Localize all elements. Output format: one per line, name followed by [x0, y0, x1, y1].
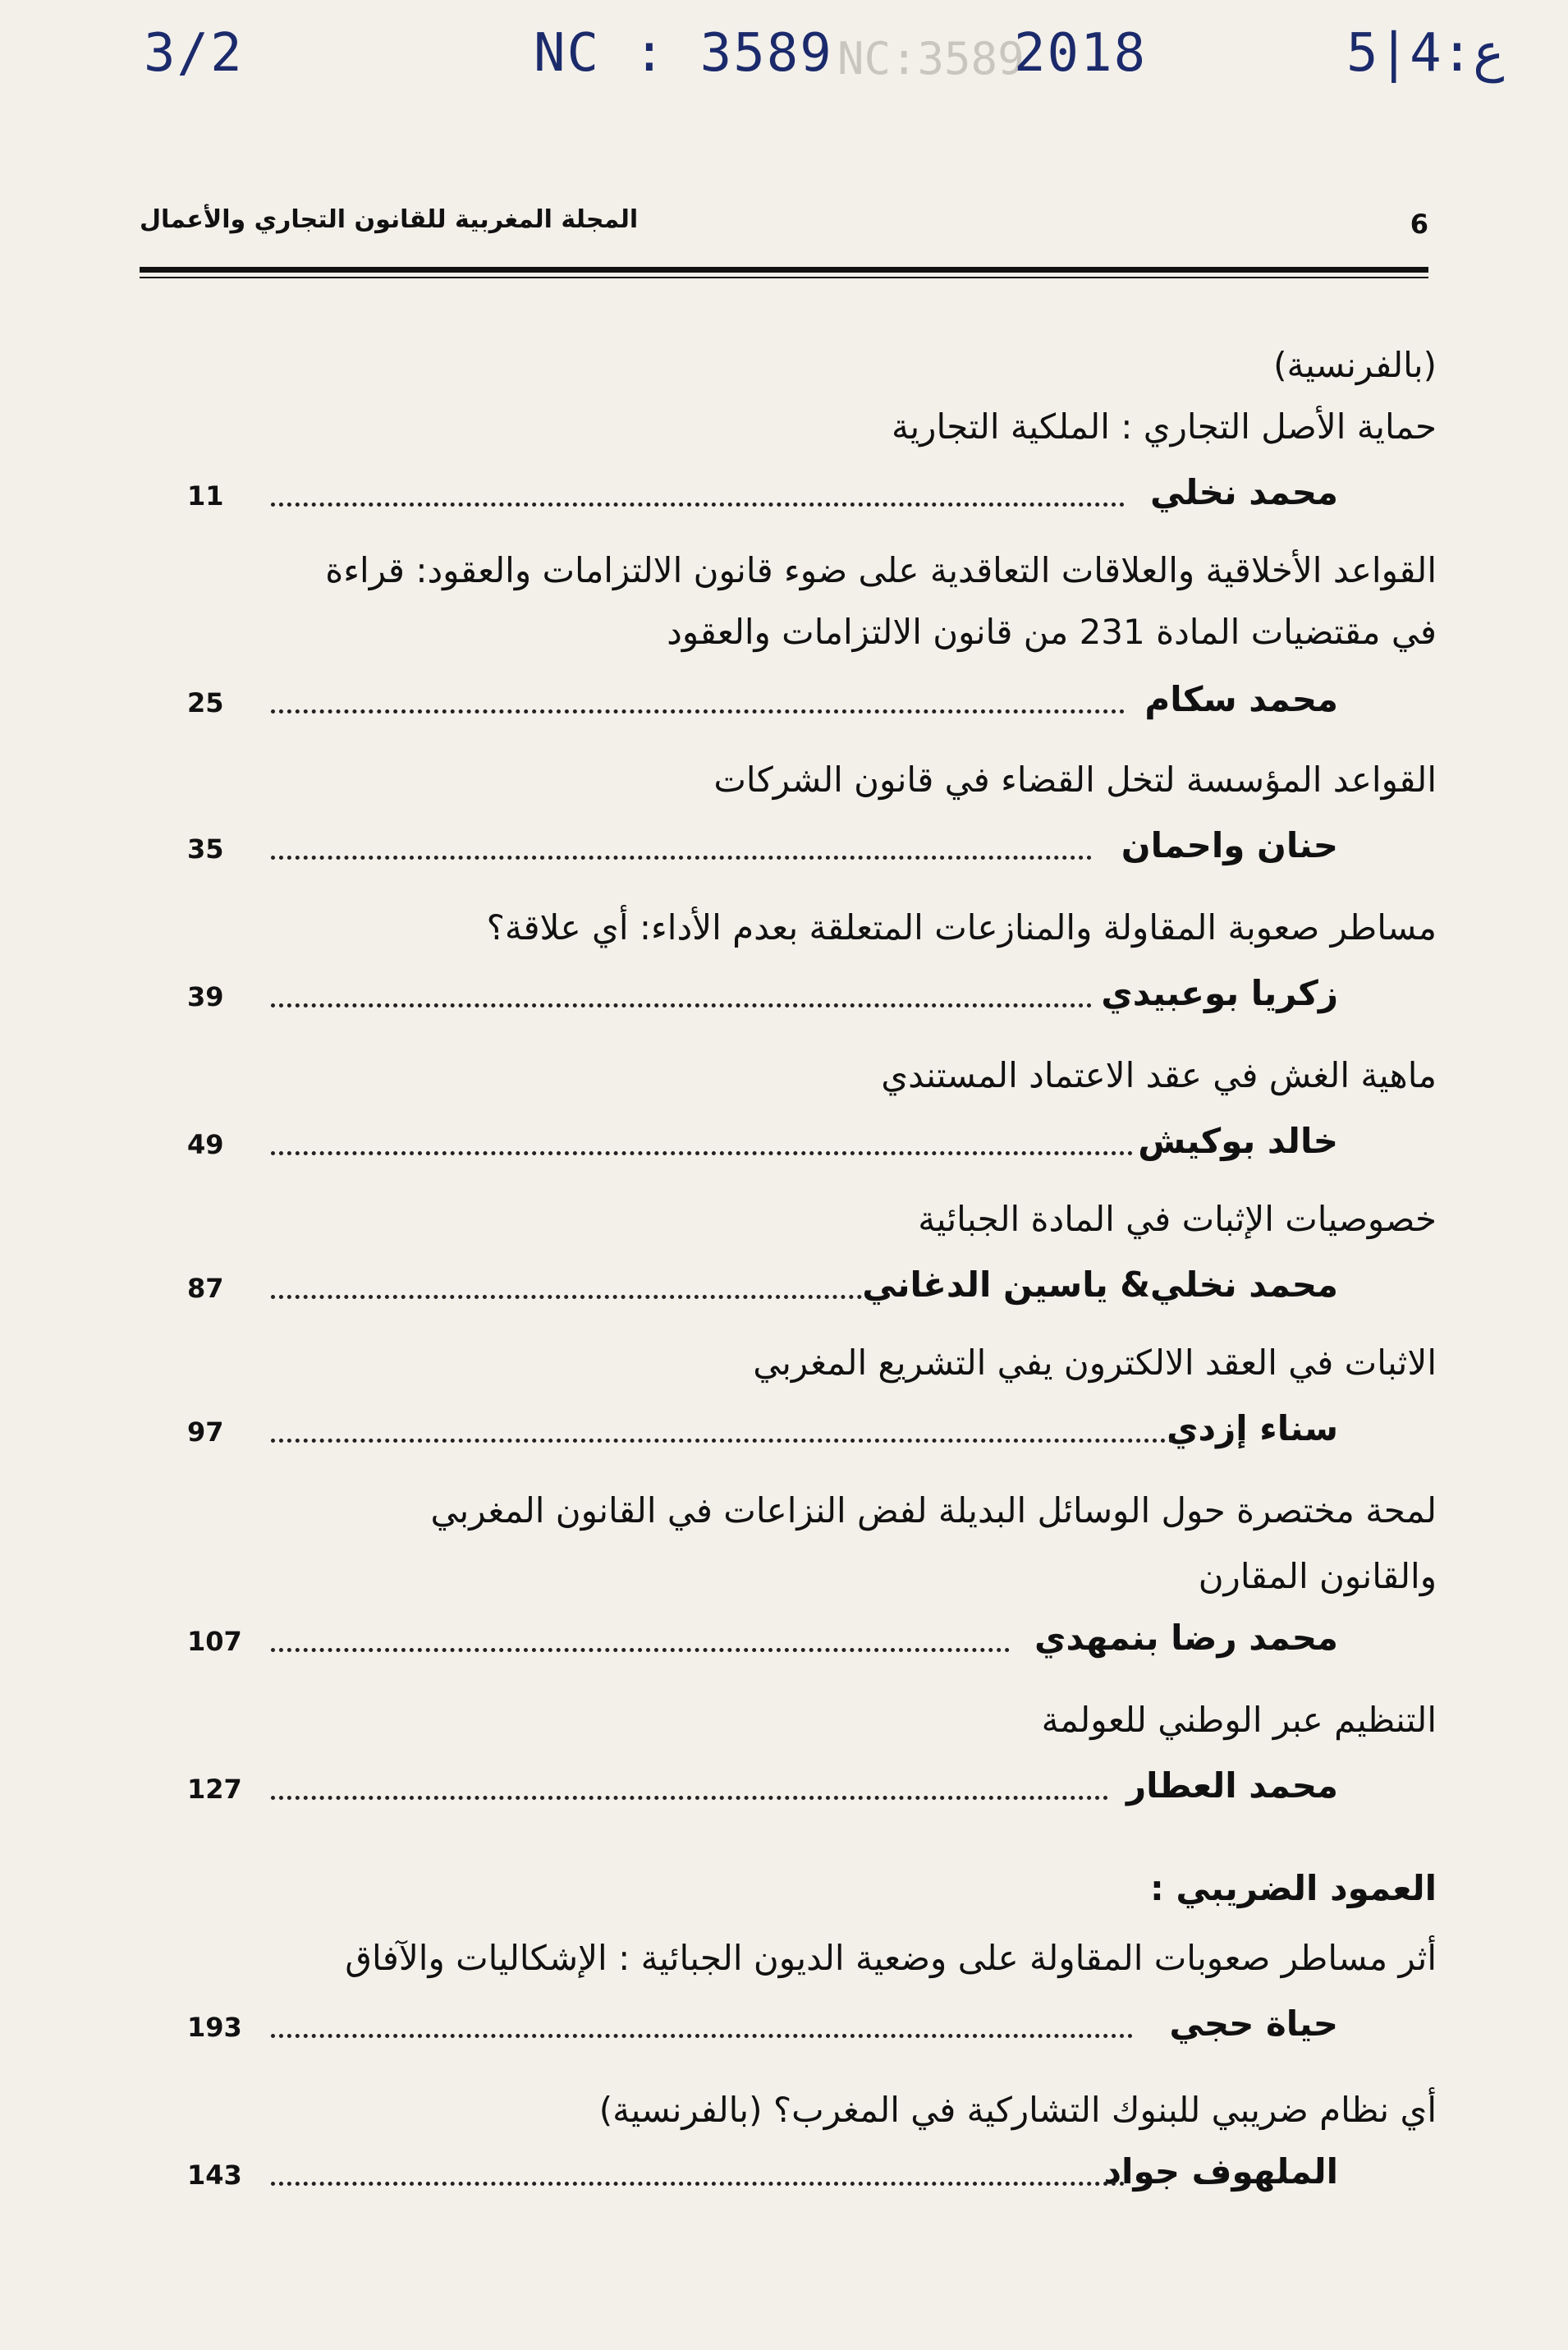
toc-entry-page: 25	[187, 687, 224, 718]
toc-entry-page: 107	[187, 1626, 242, 1657]
toc-entry-title: التنظيم عبر الوطني للعولمة	[1041, 1700, 1437, 1740]
toc-entry-author: الملهوف جواد	[1103, 2151, 1338, 2192]
toc-entry-page: 87	[187, 1273, 224, 1304]
journal-title: المجلة المغربية للقانون التجاري والأعمال	[140, 205, 639, 234]
toc-entry-author: محمد نخلي& ياسين الدغاني	[862, 1265, 1338, 1305]
toc-entry-title: مساطر صعوبة المقاولة والمنازعات المتعلقة بعدم الأداء: أي علاقة؟	[486, 907, 1437, 948]
leader-dots	[271, 1648, 1010, 1652]
toc-entry-author: زكريا بوعبيدي	[1101, 973, 1338, 1013]
leader-dots	[271, 709, 1125, 714]
toc-entry-title: ماهية الغش في عقد الاعتماد المستندي	[881, 1055, 1437, 1095]
toc-entry-title: القواعد المؤسسة لتخل القضاء في قانون الشركات	[713, 760, 1437, 800]
toc-entry-author: محمد سكام	[1144, 679, 1338, 719]
section-heading: العمود الضريبي :	[1149, 1868, 1437, 1908]
toc-entry-page: 49	[187, 1129, 224, 1160]
toc-entry-author: محمد نخلي	[1150, 472, 1338, 512]
leader-dots	[271, 1439, 1174, 1443]
toc-entry-title-continued: في مقتضيات المادة 231 من قانون الالتزامات والعقود	[667, 612, 1437, 652]
toc-entry-title: حماية الأصل التجاري : الملكية التجارية	[891, 406, 1437, 447]
faded-stamp: NC:3589	[837, 33, 1025, 85]
toc-entry-author: خالد بوكيش	[1138, 1121, 1338, 1161]
toc-entry-page: 97	[187, 1416, 224, 1448]
leader-dots	[271, 1151, 1133, 1155]
toc-entry-page: 143	[187, 2160, 242, 2191]
lead-note: (بالفرنسية)	[1273, 345, 1437, 385]
leader-dots	[271, 1295, 862, 1299]
leader-dots	[271, 1796, 1108, 1800]
leader-dots	[271, 856, 1092, 860]
leader-dots	[271, 2034, 1133, 2038]
toc-entry-page: 35	[187, 833, 224, 865]
toc-entry-title: خصوصيات الإثبات في المادة الجبائية	[918, 1199, 1437, 1239]
toc-entry-author: حنان واحمان	[1121, 825, 1338, 865]
page-number: 6	[1410, 209, 1428, 240]
leader-dots	[271, 503, 1125, 507]
toc-entry-title: الاثبات في العقد الالكترون يفي التشريع المغربي	[753, 1343, 1437, 1383]
leader-dots	[271, 2182, 1125, 2186]
toc-entry-title: أثر مساطر صعوبات المقاولة على وضعية الديون الجبائية : الإشكاليات والآفاق	[345, 1938, 1437, 1978]
toc-entry-page: 11	[187, 480, 224, 512]
leader-dots	[271, 1003, 1092, 1007]
toc-entry-title: لمحة مختصرة حول الوسائل البديلة لفض النزاعات في القانون المغربي	[430, 1490, 1437, 1531]
toc-entry-title: أي نظام ضريبي للبنوك التشاركية في المغرب؟ (بالفرنسية)	[598, 2090, 1437, 2130]
toc-entry-title: القواعد الأخلاقية والعلاقات التعاقدية على ضوء قانون الالتزامات والعقود: قراءة	[325, 550, 1437, 590]
handwritten-shelf-mark: 5|4:ع	[1346, 23, 1505, 84]
handwritten-year: 2018	[1014, 23, 1148, 84]
toc-entry-author: سناء إزدي	[1167, 1408, 1338, 1448]
toc-entry-title-continued: والقانون المقارن	[1198, 1556, 1437, 1596]
toc-entry-page: 193	[187, 2012, 242, 2043]
toc-entry-page: 127	[187, 1774, 242, 1805]
toc-entry-page: 39	[187, 981, 224, 1012]
toc-entry-author: محمد العطار	[1126, 1765, 1338, 1806]
toc-entry-author: حياة حجي	[1169, 2003, 1338, 2044]
toc-entry-author: محمد رضا بنمهدي	[1034, 1618, 1338, 1658]
handwritten-call-number: NC : 3589	[534, 23, 833, 84]
handwritten-fraction: 3/2	[144, 23, 244, 84]
